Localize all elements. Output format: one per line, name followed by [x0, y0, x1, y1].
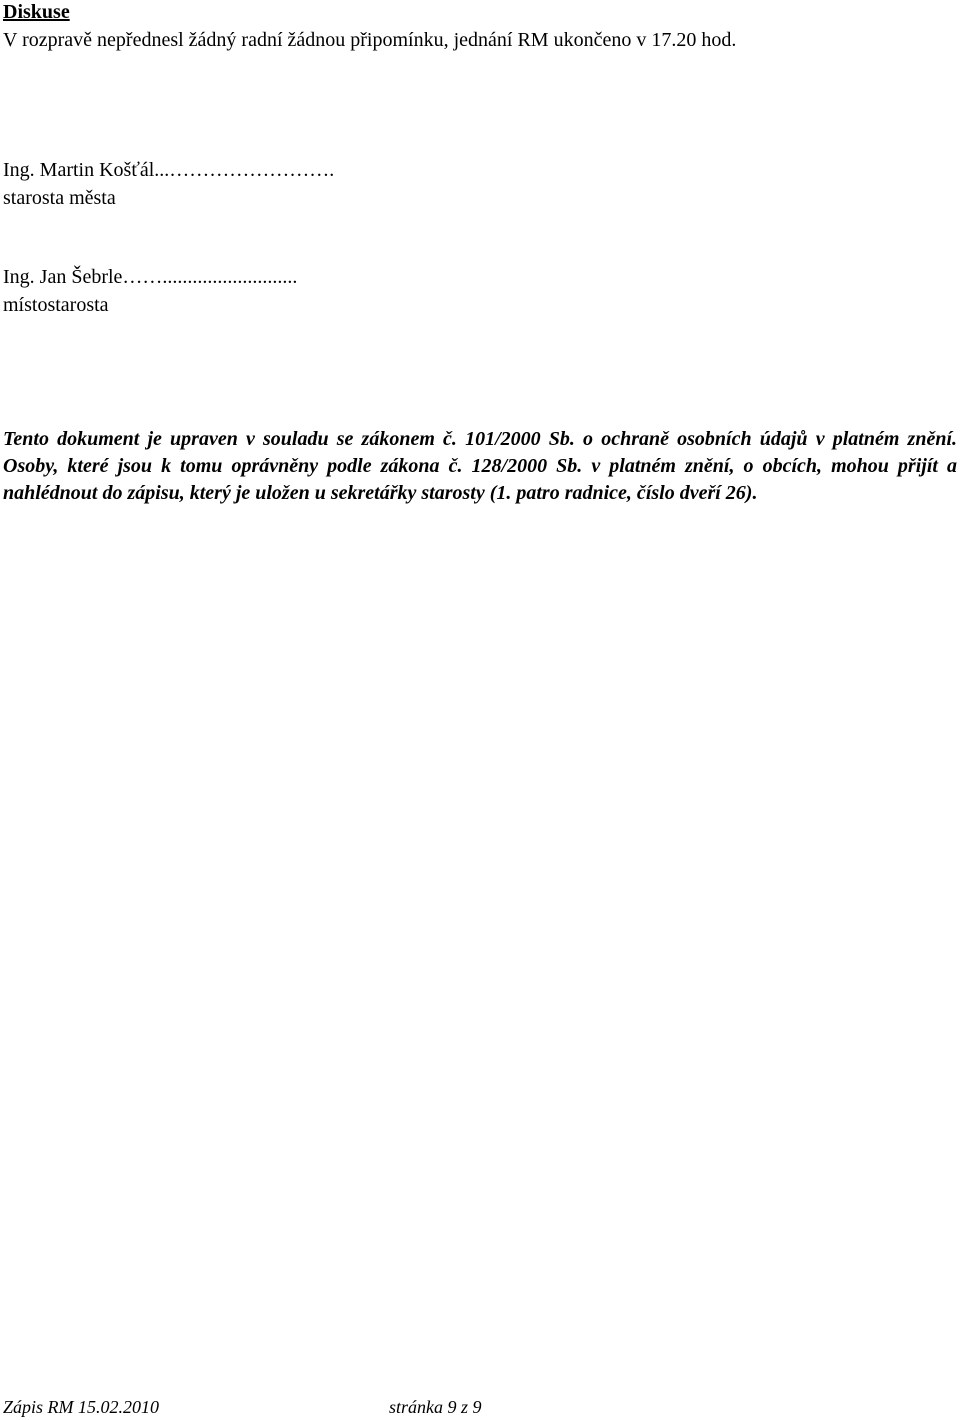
footer-document-name: Zápis RM 15.02.2010 — [3, 1397, 160, 1417]
deputy-mayor-signature-line: Ing. Jan Šebrle……........................... — [3, 266, 298, 288]
deputy-mayor-title: místostarosta — [3, 294, 109, 316]
data-protection-notice: Tento dokument je upraven v souladu se zákonem č. 101/2000 Sb. o ochraně osobních údajů v platném znění. Osoby, které jsou k tomu oprávněny podle zákona č. 128/2000 Sb. v platném znění, o obcích, mohou přijít a nahlédnout do zápisu, který je uložen u sekretářky starosty (1. patro radnice, číslo dveří 26). — [3, 428, 957, 504]
discussion-text: V rozpravě nepřednesl žádný radní žádnou připomínku, jednání RM ukončeno v 17.20 hod. — [3, 29, 737, 51]
footer-page-number: stránka 9 z 9 — [389, 1397, 482, 1417]
mayor-title: starosta města — [3, 187, 116, 209]
discussion-heading: Diskuse — [3, 1, 70, 23]
mayor-signature-line: Ing. Martin Košťál...……………………. — [3, 159, 335, 181]
